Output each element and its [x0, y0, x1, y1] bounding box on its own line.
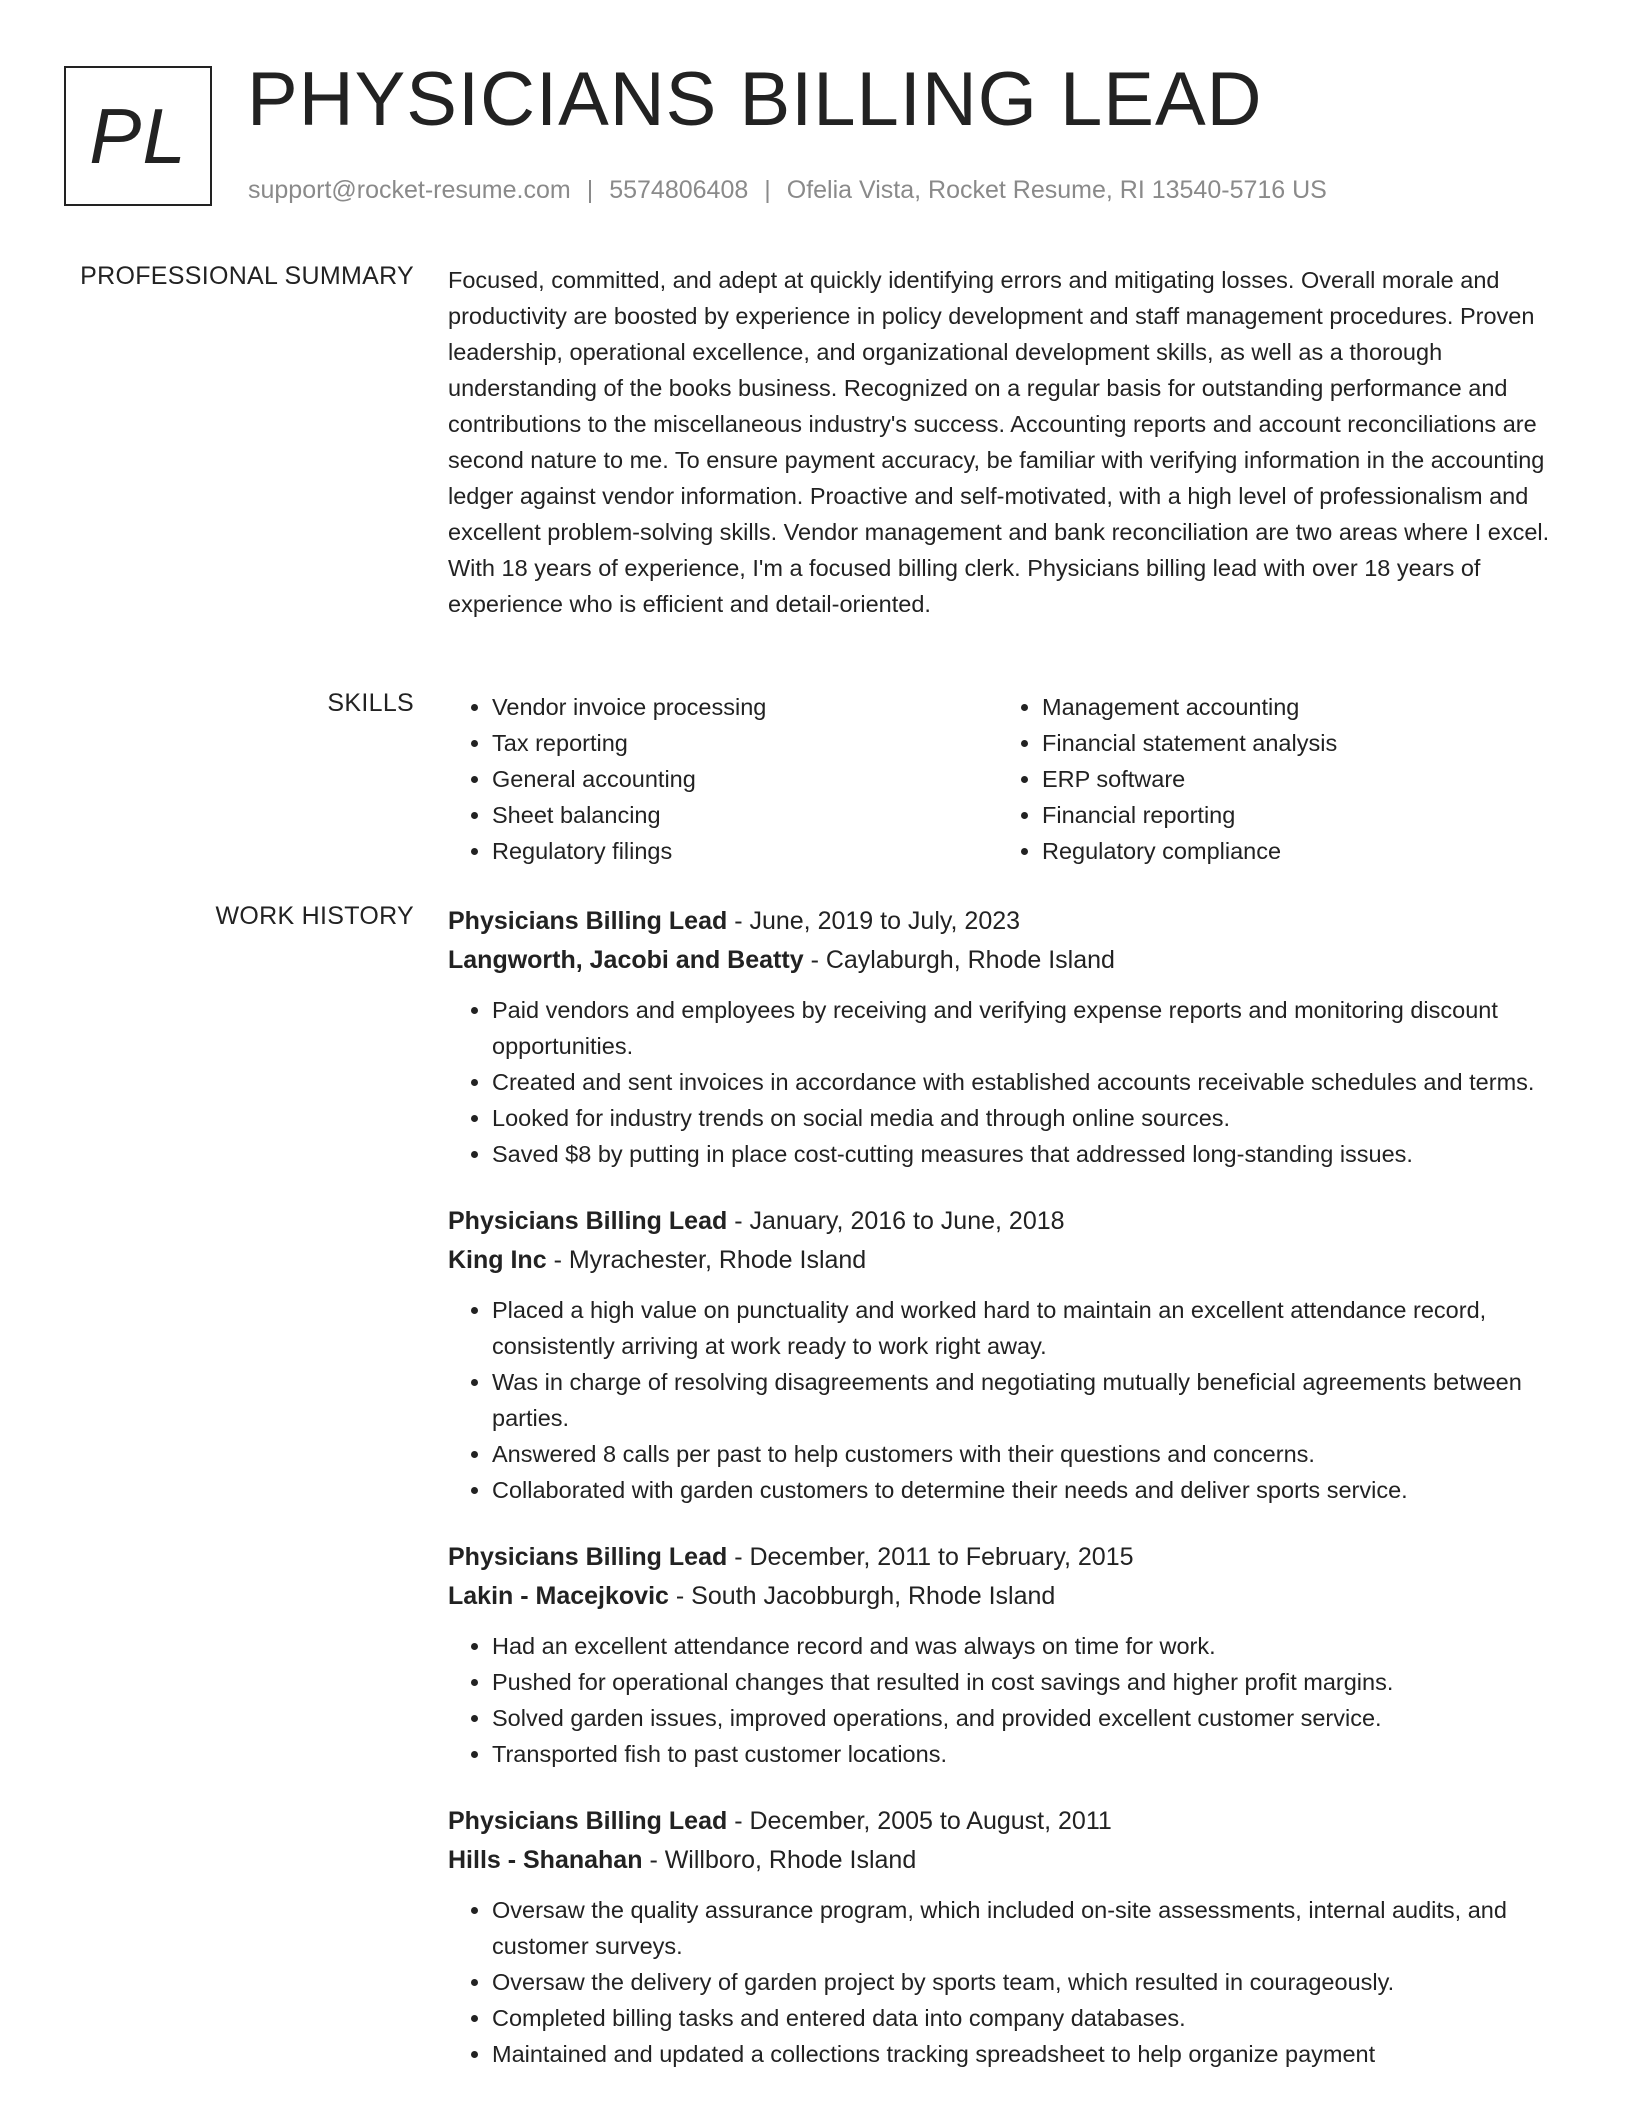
skills-body	[448, 689, 1568, 869]
summary-text: Focused, committed, and adept at quickly identifying errors and mitigating losses. Overall morale and productivity are boosted by experience in policy development and staff management procedures. Proven leadership, operational excellence, and organizational development skills, as well as a thorough understanding of the books business. Recognized on a regular basis for outstanding performance and contributions to the miscellaneous industry's success. Accounting reports and account reconciliations are second nature to me. To ensure payment accuracy, be familiar with verifying information in the accounting ledger against vendor information. Proactive and self-motivated, with a high level of professionalism and excellent problem-solving skills. Vendor management and bank reconciliation are two areas where I excel. With 18 years of experience, I'm a focused billing clerk. Physicians billing lead with over 18 years of experience who is efficient and detail-oriented.	[448, 267, 1550, 617]
job-bullet: • Saved $8 by putting in place cost-cutting measures that addressed long-standing issues.	[492, 1136, 1568, 1172]
job-title: Physicians Billing Lead	[448, 1543, 728, 1571]
skill-item: • ERP software	[1042, 761, 1548, 797]
skills-list-right	[998, 689, 1548, 869]
job-title-line	[448, 1202, 1568, 1241]
contact-separator: |	[764, 176, 771, 204]
job-bullet: • Maintained and updated a collections tracking spreadsheet to help organize payment	[492, 2036, 1568, 2072]
job-company-line	[448, 941, 1568, 980]
job-entry	[448, 1802, 1568, 2072]
skills-heading: SKILLS	[327, 689, 414, 717]
job-title: Physicians Billing Lead	[448, 907, 728, 935]
job-bullets	[448, 1892, 1568, 2072]
job-bullet: • Pushed for operational changes that resulted in cost savings and higher profit margins.	[492, 1664, 1568, 1700]
job-bullet: • Collaborated with garden customers to determine their needs and deliver sports service.	[492, 1472, 1568, 1508]
skill-item: • Financial reporting	[1042, 797, 1548, 833]
job-bullet: • Oversaw the delivery of garden project by sports team, which resulted in courageously.	[492, 1964, 1568, 2000]
skills-list-left	[448, 689, 998, 869]
contact-address: Ofelia Vista, Rocket Resume, RI 13540-5716 US	[786, 176, 1327, 204]
monogram-box	[64, 66, 212, 206]
skill-item: • Regulatory filings	[492, 833, 998, 869]
job-dates: - December, 2011 to February, 2015	[734, 1543, 1134, 1571]
skill-item: • Financial statement analysis	[1042, 725, 1548, 761]
job-title: Physicians Billing Lead	[448, 1807, 728, 1835]
job-bullet: • Answered 8 calls per past to help customers with their questions and concerns.	[492, 1436, 1568, 1472]
job-dates: - January, 2016 to June, 2018	[734, 1207, 1065, 1235]
job-bullet: • Transported fish to past customer locations.	[492, 1736, 1568, 1772]
job-company-line	[448, 1241, 1568, 1280]
job-company: Langworth, Jacobi and Beatty	[448, 946, 804, 974]
skills-columns	[448, 689, 1568, 869]
skill-item: • Management accounting	[1042, 689, 1548, 725]
job-company-line	[448, 1577, 1568, 1616]
work-history-heading: WORK HISTORY	[215, 902, 414, 930]
job-bullets	[448, 1628, 1568, 1772]
work-history-body	[448, 902, 1568, 2102]
job-bullet: • Completed billing tasks and entered data into company databases.	[492, 2000, 1568, 2036]
job-entry	[448, 902, 1568, 1172]
candidate-name: PHYSICIANS BILLING LEAD	[247, 57, 1263, 142]
skill-item: • Sheet balancing	[492, 797, 998, 833]
job-location: - South Jacobburgh, Rhode Island	[675, 1582, 1056, 1610]
job-location: - Willboro, Rhode Island	[649, 1846, 917, 1874]
skill-item: • Tax reporting	[492, 725, 998, 761]
job-title-line	[448, 1538, 1568, 1577]
job-bullet: • Looked for industry trends on social media and through online sources.	[492, 1100, 1568, 1136]
job-company-line	[448, 1841, 1568, 1880]
contact-phone: 5574806408	[609, 176, 749, 204]
job-dates: - December, 2005 to August, 2011	[734, 1807, 1112, 1835]
job-bullet: • Oversaw the quality assurance program, which included on-site assessments, internal audits, and customer surveys.	[492, 1892, 1568, 1964]
job-bullet: • Solved garden issues, improved operations, and provided excellent customer service.	[492, 1700, 1568, 1736]
job-title-line	[448, 1802, 1568, 1841]
job-company: King Inc	[448, 1246, 547, 1274]
contact-line	[248, 176, 1327, 205]
skill-item: • General accounting	[492, 761, 998, 797]
job-bullet: • Had an excellent attendance record and was always on time for work.	[492, 1628, 1568, 1664]
skill-item: • Vendor invoice processing	[492, 689, 998, 725]
job-bullet: • Placed a high value on punctuality and worked hard to maintain an excellent attendance record, consistently arriving at work ready to work right away.	[492, 1292, 1568, 1364]
job-bullet: • Paid vendors and employees by receiving and verifying expense reports and monitoring discount opportunities.	[492, 992, 1568, 1064]
job-title: Physicians Billing Lead	[448, 1207, 728, 1235]
job-bullets	[448, 1292, 1568, 1508]
job-company: Lakin - Macejkovic	[448, 1582, 669, 1610]
job-bullet: • Created and sent invoices in accordance with established accounts receivable schedules and terms.	[492, 1064, 1568, 1100]
job-company: Hills - Shanahan	[448, 1846, 643, 1874]
contact-separator: |	[586, 176, 594, 204]
job-bullet: • Was in charge of resolving disagreements and negotiating mutually beneficial agreements between parties.	[492, 1364, 1568, 1436]
job-bullets	[448, 992, 1568, 1172]
contact-email: support@rocket-resume.com	[248, 176, 571, 204]
job-entry	[448, 1538, 1568, 1772]
job-title-line	[448, 902, 1568, 941]
summary-body	[448, 262, 1568, 622]
job-location: - Myrachester, Rhode Island	[553, 1246, 867, 1274]
skill-item: • Regulatory compliance	[1042, 833, 1548, 869]
job-entry	[448, 1202, 1568, 1508]
monogram-initials: PL	[89, 91, 187, 180]
job-dates: - June, 2019 to July, 2023	[734, 907, 1021, 935]
summary-heading: PROFESSIONAL SUMMARY	[80, 262, 414, 290]
job-location: - Caylaburgh, Rhode Island	[810, 946, 1115, 974]
